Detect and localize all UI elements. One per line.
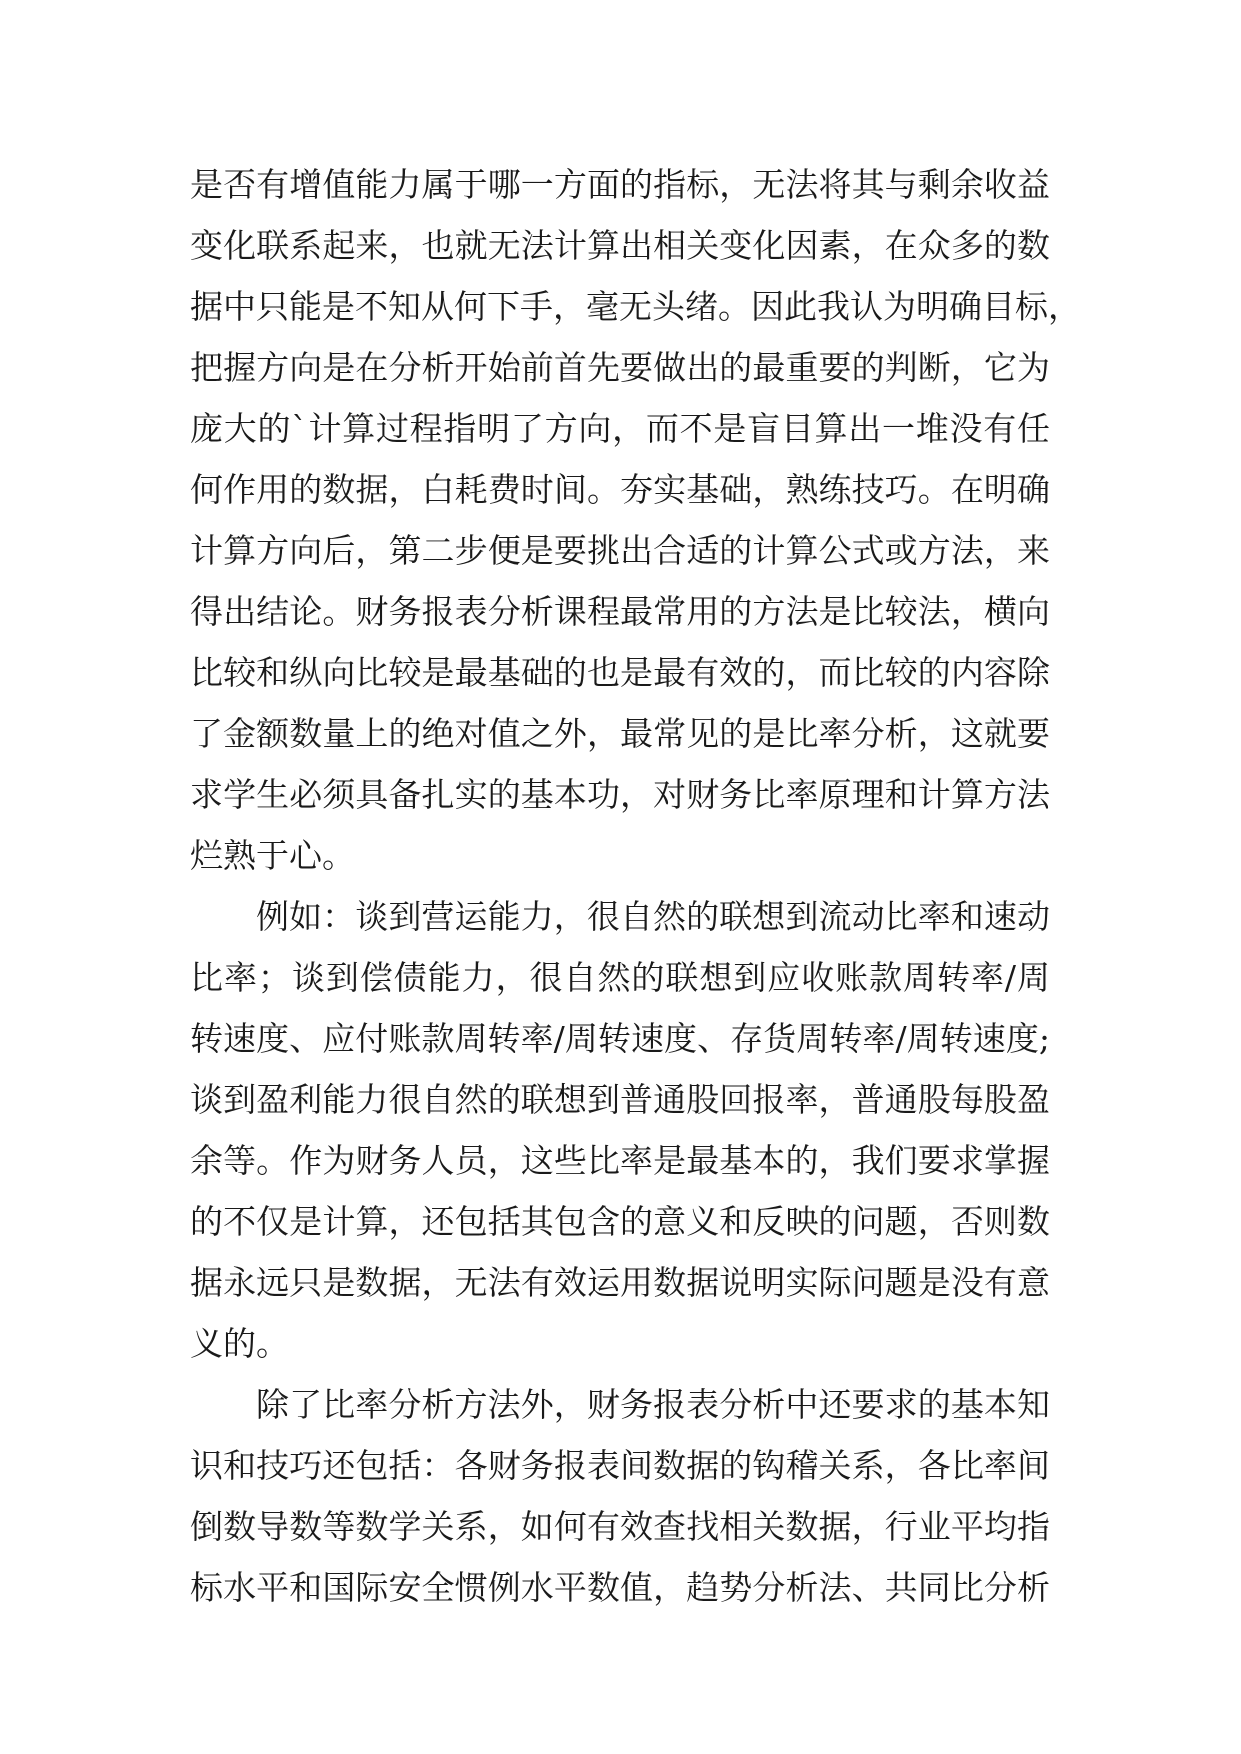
paragraph-2 <box>190 886 1050 1374</box>
text-line: 了金额数量上的绝对值之外，最常见的是比率分析，这就要 <box>190 714 1050 753</box>
text-line: 据永远只是数据，无法有效运用数据说明实际问题是没有意 <box>190 1263 1050 1302</box>
text-line: 标水平和国际安全惯例水平数值，趋势分析法、共同比分析 <box>190 1568 1050 1607</box>
text-line: 倒数导数等数学关系，如何有效查找相关数据，行业平均指 <box>190 1507 1050 1546</box>
text-line: 据中只能是不知从何下手，毫无头绪。因此我认为明确目标， <box>190 287 1081 326</box>
text-line: 何作用的数据，白耗费时间。夯实基础，熟练技巧。在明确 <box>190 470 1050 509</box>
text-line: 庞大的`计算过程指明了方向，而不是盲目算出一堆没有任 <box>190 409 1050 448</box>
text-line: 变化联系起来，也就无法计算出相关变化因素，在众多的数 <box>190 226 1050 265</box>
text-line: 比率；谈到偿债能力，很自然的联想到应收账款周转率/周 <box>190 958 1050 997</box>
paragraph-1 <box>190 154 1081 886</box>
text-line: 识和技巧还包括：各财务报表间数据的钩稽关系，各比率间 <box>190 1446 1050 1485</box>
text-line: 余等。作为财务人员，这些比率是最基本的，我们要求掌握 <box>190 1141 1050 1180</box>
text-line: 比较和纵向比较是最基础的也是最有效的，而比较的内容除 <box>190 653 1050 692</box>
text-line: 求学生必须具备扎实的基本功，对财务比率原理和计算方法 <box>190 775 1050 814</box>
text-line: 转速度、应付账款周转率/周转速度、存货周转率/周转速度; <box>190 1019 1050 1058</box>
text-line: 把握方向是在分析开始前首先要做出的最重要的判断，它为 <box>190 348 1050 387</box>
text-line: 得出结论。财务报表分析课程最常用的方法是比较法，横向 <box>190 592 1050 631</box>
text-line: 除了比率分析方法外，财务报表分析中还要求的基本知 <box>256 1385 1050 1424</box>
text-line: 是否有增值能力属于哪一方面的指标，无法将其与剩余收益 <box>190 165 1050 204</box>
text-line: 谈到盈利能力很自然的联想到普通股回报率，普通股每股盈 <box>190 1080 1050 1119</box>
paragraph-3 <box>190 1374 1050 1618</box>
text-line: 例如：谈到营运能力，很自然的联想到流动比率和速动 <box>256 897 1050 936</box>
text-line: 计算方向后，第二步便是要挑出合适的计算公式或方法，来 <box>190 531 1050 570</box>
document-body <box>190 154 1081 1618</box>
text-line: 义的。 <box>190 1324 289 1363</box>
text-line: 的不仅是计算，还包括其包含的意义和反映的问题，否则数 <box>190 1202 1050 1241</box>
text-line: 烂熟于心。 <box>190 836 355 875</box>
